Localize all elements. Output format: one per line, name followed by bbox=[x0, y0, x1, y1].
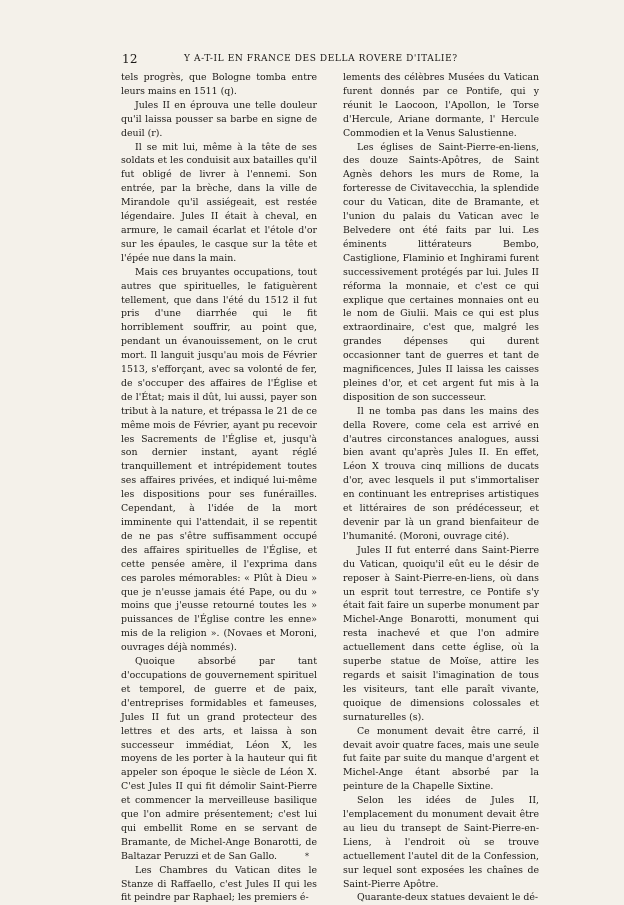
footer-mark: * bbox=[305, 852, 309, 861]
paragraph: Quarante-deux statues devaient le dé- bbox=[357, 892, 539, 904]
page-number: 12 bbox=[122, 52, 138, 66]
right-column bbox=[343, 71, 539, 905]
paragraph: Il se mit lui, même à la tête de ses soldats et les conduisit aux batailles qu'il fut obligé de livrer à l'ennemi. Son entrée, par la brèche, dans la ville de Mirandole qu'il assiégeait, est restée légendaire. Jules II était à cheval, en armure, le camail écarlat et l'étole d'or sur les épaules, le casque sur la tête et l'épée nue dans la main. bbox=[121, 141, 317, 264]
paragraph: Jules II en éprouva une telle douleur qu'il laissa pousser sa barbe en signe de deuil (r). bbox=[121, 99, 317, 139]
paragraph: Les églises de Saint-Pierre-en-liens, des douze Saints-Apôtres, de Saint Agnès dehors les murs de Rome, la forteresse de Civitavecchia, la splendide cour du Vatican, dite de Bramante, et l'union du palais du Vatican avec le Belvedere ont été faits par lui. Les éminents littérateurs Bembo, Castiglione, Flaminio et Inghirami furent successivement protégés par lui. Jules II réforma la monnaie, et c'est ce qui explique que certaines monnaies ont eu le nom de Giulii. Mais ce qui est plus extraordinaire, c'est que, malgré les grandes dépenses qui durent occasionner tant de guerres et tant de magnificences, Jules II laissa les caisses pleines d'or, et cet argent fut mis à la disposition de son successeur. bbox=[343, 141, 539, 403]
paragraph: Quoique absorbé par tant d'occupations de gouvernement spirituel et temporel, de guerre et de paix, d'entreprises formidables et fameuses, Jules II fut un grand protecteur des lettres et des arts, et laissa à son successeur immédiat, Léon X, les moyens de les porter à la hauteur qui fit appeler son époque le siècle de Léon X. C'est Jules II qui fit démolir Saint-Pierre et commencer la merveilleuse basilique que l'on admire présentement; c'est lui qui embellit Rome en se servant de Bramante, de Michel-Ange Bonarotti, de Baltazar Peruzzi et de San Gallo. bbox=[121, 656, 317, 862]
running-title: Y A-T-IL EN FRANCE DES DELLA ROVERE D'ITALIE? bbox=[184, 54, 458, 64]
paragraph: Il ne tomba pas dans les mains des della Rovere, come cela est arrivé en d'autres circonstances analogues, aussi bien avant qu'après Jules II. En effet, Léon X trouva cinq millions de ducats d'or, avec lesquels il put s'immortaliser en continuant les entreprises artistiques et littéraires de son prédécesseur, et devenir par là un grand bienfaiteur de l'humanité. (Moroni, ouvrage cité). bbox=[343, 405, 539, 542]
paragraph: Jules II fut enterré dans Saint-Pierre du Vatican, quoiqu'il eût eu le désir de reposer à Saint-Pierre-en-liens, où dans un esprit tout terrestre, ce Pontife s'y était fait faire un superbe monument par Michel-Ange Bonarotti, monument qui resta inachevé et que l'on admire actuellement dans cette église, où la superbe statue de Moïse, attire les regards et saisit l'imagination de tous les visiteurs, tant elle paraît vivante, quoique de dimensions colossales et surnaturelles (s). bbox=[343, 544, 539, 723]
paragraph: tels progrès, que Bologne tomba entre leurs mains en 1511 (q). bbox=[121, 72, 317, 97]
left-column bbox=[121, 71, 317, 905]
paragraph: Selon les idées de Jules II, l'emplacement du monument devait être au lieu du transept de Saint-Pierre-en-Liens, à l'endroit où se trouve actuellement l'autel dit de la Confession, sur lequel sont exposées les chaînes de Saint-Pierre Apôtre. bbox=[343, 795, 539, 890]
paragraph: Ce monument devait être carré, il devait avoir quatre faces, mais une seule fut faite par suite du manque d'argent et Michel-Ange étant absorbé par la peinture de la Chapelle Sixtine. bbox=[343, 725, 539, 793]
paragraph: lements des célèbres Musées du Vatican furent donnés par ce Pontife, qui y réunit le Laocoon, l'Apollon, le Torse d'Hercule, Ariane dormante, l' Hercule Commodien et la Venus Salustienne. bbox=[343, 72, 539, 139]
running-header bbox=[122, 52, 532, 68]
paragraph: Mais ces bruyantes occupations, tout autres que spirituelles, le fatiguèrent tellement, que dans l'été du 1512 il fut pris d'une diarrhée qui le fit horriblement souffrir, au point que, pendant un évanouissement, on le crut mort. Il languit jusqu'au mois de Février 1513, s'efforçant, avec sa volonté de fer, de s'occuper des affaires de l'Église et de l'État; mais il dût, lui aussi, payer son tribut à la nature, et trépassa le 21 de ce même mois de Février, ayant pu recevoir les Sacrements de l'Église et, jusqu'à son dernier instant, ayant réglé tranquillement et intrépidement toutes ses affaires privées, et indiqué lui-même les dispositions pour ses funérailles. Cependant, à l'idée de la mort imminente qui l'attendait, il se repentit de ne pas s'être suffisamment occupé des affaires spirituelles de l'Église, et cette pensée amère, il l'exprima dans ces paroles mémorables: « Plût à Dieu » que je n'eusse jamais été Pape, ou du » moins que j'eusse retourné toutes les » puissances de l'Église contre les enne» mis de la religion ». (Novaes et Moroni, ouvrages déjà nommés). bbox=[121, 266, 317, 654]
paragraph: Les Chambres du Vatican dites le Stanze di Raffaello, c'est Jules II qui les fit peindre par Raphael; les premiers é- bbox=[121, 864, 317, 904]
